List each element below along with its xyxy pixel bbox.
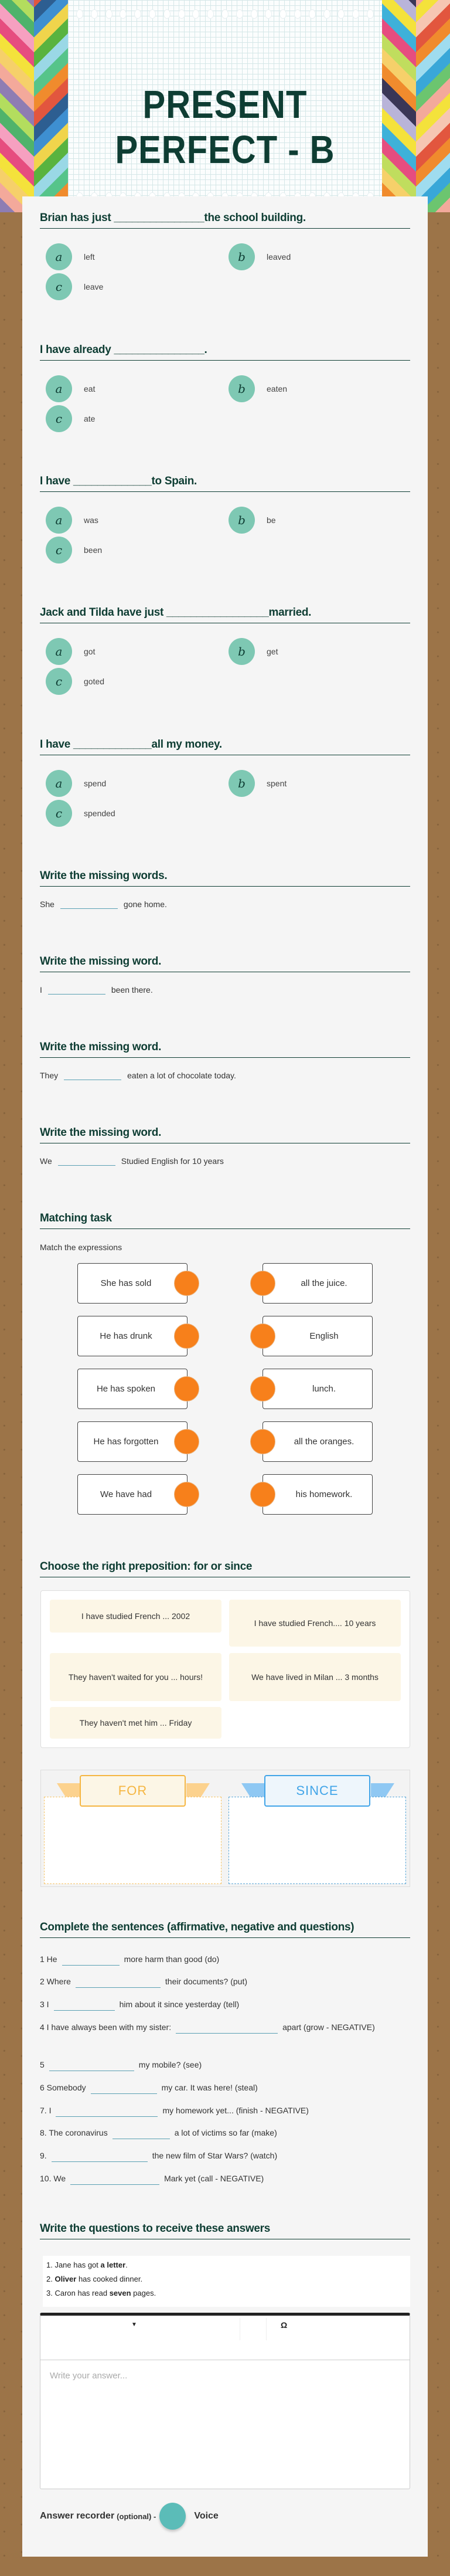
sentence-blank-input[interactable]	[112, 2126, 170, 2139]
option-label: spend	[84, 779, 107, 788]
hole-icon	[178, 9, 185, 19]
draggable-chip[interactable]: I have studied French ... 2002	[50, 1600, 221, 1633]
sentence-start: 7. I	[40, 2106, 52, 2115]
answer-list-item	[46, 2272, 407, 2286]
sentence-end: Studied English for 10 years	[121, 1156, 224, 1166]
option-letter-badge: a	[46, 638, 72, 665]
option-letter-badge: b	[229, 507, 255, 534]
option-label: left	[84, 252, 95, 262]
answer-option-a[interactable]	[46, 507, 98, 534]
option-label: leave	[84, 282, 104, 291]
record-button[interactable]	[159, 2503, 186, 2530]
special-characters-icon[interactable]: Ω	[281, 2320, 288, 2330]
fill-in-sentence	[40, 896, 167, 909]
question-title: Jack and Tilda have just _________________married.	[40, 606, 410, 623]
hole-icon	[105, 9, 112, 19]
graph-paper	[68, 0, 382, 212]
draggable-chip[interactable]: I have studied French.... 10 years	[229, 1600, 401, 1647]
question-title: Matching task	[40, 1212, 410, 1229]
hole-icon	[163, 9, 171, 19]
option-letter-badge: a	[46, 243, 72, 270]
sentence-blank-input[interactable]	[52, 2149, 148, 2162]
match-left-item[interactable]: He has drunk	[77, 1316, 188, 1356]
sentence-end: gone home.	[123, 900, 167, 909]
sentence-start: She	[40, 900, 54, 909]
hole-icon	[192, 9, 199, 19]
option-letter-badge: a	[46, 770, 72, 797]
item-text: 3. Caron has read	[46, 2289, 110, 2297]
category-boxes	[40, 1770, 410, 1887]
recorder-label: Answer recorder	[40, 2511, 115, 2521]
sentence-end: apart (grow - NEGATIVE)	[282, 2022, 375, 2032]
question-title: Complete the sentences (affirmative, negative and questions)	[40, 1921, 410, 1938]
sentence-end: a lot of victims so far (make)	[174, 2128, 277, 2137]
option-letter-badge: c	[46, 537, 72, 564]
sentence-start: 6 Somebody	[40, 2083, 86, 2092]
answer-option-c[interactable]	[46, 405, 95, 432]
answer-option-a[interactable]	[46, 770, 106, 797]
option-label: spent	[267, 779, 287, 788]
answer-option-c[interactable]	[46, 668, 104, 695]
fill-in-sentence	[40, 1067, 236, 1080]
match-right-item[interactable]: his homework.	[262, 1474, 373, 1515]
missing-word-input[interactable]	[48, 982, 105, 995]
sentence-start: They	[40, 1071, 59, 1080]
sentence-end: the new film of Star Wars? (watch)	[152, 2151, 278, 2160]
question-title: I have _____________to Spain.	[40, 475, 410, 492]
notebook-holes	[76, 9, 374, 19]
hole-icon	[309, 9, 316, 19]
voice-label: Voice	[194, 2511, 219, 2521]
sentence-start: 1 He	[40, 1954, 57, 1964]
answer-option-a[interactable]	[46, 243, 95, 270]
match-connector-handle[interactable]	[250, 1271, 275, 1296]
fill-in-sentence	[40, 982, 153, 995]
sentence-end: my mobile? (see)	[138, 2060, 202, 2069]
draggable-chip[interactable]: They haven't met him ... Friday	[50, 1707, 221, 1739]
option-label: got	[84, 647, 96, 656]
match-right-item[interactable]: all the oranges.	[262, 1421, 373, 1462]
option-label: leaved	[267, 252, 291, 262]
sentence-end: him about it since yesterday (tell)	[119, 2000, 240, 2009]
sentence-start: We	[40, 1156, 52, 1166]
answer-option-b[interactable]	[229, 638, 278, 665]
hole-icon	[265, 9, 272, 19]
option-letter-badge: c	[46, 273, 72, 300]
matching-instruction: Match the expressions	[40, 1243, 122, 1252]
sentence-start: 5	[40, 2060, 45, 2069]
answer-option-a[interactable]	[46, 638, 95, 665]
match-left-item[interactable]: He has forgotten	[77, 1421, 188, 1462]
sentence-item	[40, 2104, 410, 2117]
answers-list	[43, 2256, 410, 2307]
option-letter-badge: b	[229, 770, 255, 797]
sentence-start: I	[40, 985, 42, 995]
drop-zone-since[interactable]	[229, 1797, 406, 1884]
match-connector-handle[interactable]	[174, 1429, 199, 1454]
match-right-item[interactable]: all the juice.	[262, 1263, 373, 1304]
missing-word-input[interactable]	[58, 1153, 115, 1166]
sentence-start: 9.	[40, 2151, 47, 2160]
answer-option-b[interactable]	[229, 770, 287, 797]
match-connector-handle[interactable]	[250, 1482, 275, 1507]
answer-option-c[interactable]	[46, 273, 103, 300]
match-connector-handle[interactable]	[250, 1429, 275, 1454]
missing-word-input[interactable]	[64, 1067, 121, 1080]
option-letter-badge: b	[229, 638, 255, 665]
sentence-end: my car. It was here! (steal)	[161, 2083, 258, 2092]
header-banner	[0, 0, 450, 212]
match-connector-handle[interactable]	[174, 1482, 199, 1507]
option-label: get	[267, 647, 278, 656]
sentence-blank-input[interactable]	[76, 1975, 161, 1988]
sentence-item	[40, 2149, 410, 2162]
answer-editor	[40, 2313, 410, 2489]
option-label: be	[267, 515, 276, 525]
fill-in-sentence	[40, 1153, 224, 1166]
category-label-for: FOR	[80, 1775, 186, 1807]
category-label-since: SINCE	[264, 1775, 370, 1807]
recorder-optional: (optional) -	[117, 2511, 156, 2521]
question-title: I have _____________all my money.	[40, 738, 410, 755]
answer-option-c[interactable]	[46, 537, 102, 564]
section-title: Write the questions to receive these answers	[40, 2222, 410, 2239]
sentence-start: 3 I	[40, 2000, 49, 2009]
sentence-item	[40, 1953, 410, 1966]
question-title: Write the missing words.	[40, 870, 410, 887]
match-connector-handle[interactable]	[174, 1376, 199, 1401]
hole-icon	[134, 9, 141, 19]
item-text: has cooked dinner.	[76, 2275, 143, 2283]
preposition-chip-pool	[40, 1590, 410, 1748]
sentence-start: 8. The coronavirus	[40, 2128, 108, 2137]
item-text: 2.	[46, 2275, 55, 2283]
format-dropdown-caret-icon[interactable]: ▼	[131, 2322, 137, 2328]
match-connector-handle[interactable]	[174, 1323, 199, 1349]
match-left-item[interactable]: She has sold	[77, 1263, 188, 1304]
item-bold-text: Oliver	[54, 2275, 77, 2283]
option-letter-badge: c	[46, 668, 72, 695]
hole-icon	[207, 9, 214, 19]
sentence-blank-input[interactable]	[176, 2021, 278, 2034]
item-text: 1. Jane has got	[46, 2261, 101, 2269]
sentence-blank-input[interactable]	[62, 1953, 120, 1966]
sentence-blank-input[interactable]	[54, 1998, 115, 2011]
answer-option-b[interactable]	[229, 243, 291, 270]
answer-recorder	[40, 2503, 219, 2530]
option-label: eaten	[267, 384, 288, 393]
chevron-pattern-right	[382, 0, 416, 212]
sentence-start: 10. We	[40, 2174, 66, 2183]
hole-icon	[338, 9, 345, 19]
question-title: Choose the right preposition: for or since	[40, 1560, 410, 1577]
option-letter-badge: c	[46, 405, 72, 432]
hole-icon	[149, 9, 156, 19]
hole-icon	[352, 9, 359, 19]
match-left-item[interactable]: We have had	[77, 1474, 188, 1515]
sentence-item	[40, 2126, 410, 2139]
option-label: eat	[84, 384, 96, 393]
answer-textarea[interactable]	[40, 2360, 410, 2488]
question-title: Write the missing word.	[40, 1126, 410, 1143]
option-letter-badge: b	[229, 243, 255, 270]
question-title: Write the missing word.	[40, 955, 410, 972]
match-connector-handle[interactable]	[174, 1271, 199, 1296]
page-title: PRESENT PERFECT - B	[115, 83, 335, 172]
sentence-end: Mark yet (call - NEGATIVE)	[164, 2174, 264, 2183]
match-right-item[interactable]: English	[262, 1316, 373, 1356]
answer-list-item	[46, 2258, 407, 2272]
drop-zone-for[interactable]	[44, 1797, 221, 1884]
hole-icon	[76, 9, 83, 19]
draggable-chip[interactable]: They haven't waited for you ... hours!	[50, 1653, 221, 1701]
sentence-item	[40, 1975, 410, 1988]
worksheet-card	[22, 196, 428, 2557]
sentence-start: 4 I have always been with my sister:	[40, 2022, 172, 2032]
sentence-blank-input[interactable]	[49, 2058, 134, 2071]
answer-list-item	[46, 2286, 407, 2300]
sentence-end: my homework yet... (finish - NEGATIVE)	[162, 2106, 309, 2115]
sentence-start: 2 Where	[40, 1977, 71, 1986]
toolbar-divider	[266, 2318, 267, 2340]
option-label: goted	[84, 677, 105, 686]
item-text: pages.	[131, 2289, 156, 2297]
sentence-item	[40, 2021, 410, 2034]
sentence-item	[40, 2058, 410, 2071]
hole-icon	[236, 9, 243, 19]
question-title: I have already _______________.	[40, 344, 410, 361]
sentence-blank-input[interactable]	[91, 2081, 157, 2094]
editor-toolbar	[40, 2316, 410, 2360]
question-title: Write the missing word.	[40, 1041, 410, 1058]
answer-option-b[interactable]	[229, 507, 276, 534]
option-label: ate	[84, 414, 96, 423]
option-label: spended	[84, 809, 115, 818]
sentence-item	[40, 2081, 410, 2094]
hole-icon	[221, 9, 229, 19]
answer-option-a[interactable]	[46, 375, 95, 402]
option-letter-badge: a	[46, 375, 72, 402]
option-label: was	[84, 515, 98, 525]
option-letter-badge: c	[46, 800, 72, 827]
missing-word-input[interactable]	[60, 896, 118, 909]
option-letter-badge: a	[46, 507, 72, 534]
chevron-pattern-left	[34, 0, 68, 212]
hole-icon	[294, 9, 301, 19]
sentence-blank-input[interactable]	[56, 2104, 158, 2117]
option-letter-badge: b	[229, 375, 255, 402]
item-bold-text: seven	[109, 2289, 131, 2297]
sentence-item	[40, 1998, 410, 2011]
hole-icon	[323, 9, 330, 19]
hole-icon	[120, 9, 127, 19]
answer-option-b[interactable]	[229, 375, 287, 402]
hole-icon	[91, 9, 98, 19]
sentence-end: their documents? (put)	[165, 1977, 247, 1986]
item-text: .	[125, 2261, 128, 2269]
option-label: been	[84, 545, 103, 555]
chevron-pattern-right	[416, 0, 450, 212]
sentence-end: eaten a lot of chocolate today.	[127, 1071, 236, 1080]
question-title: Brian has just _______________the school building.	[40, 212, 410, 229]
match-left-item[interactable]: He has spoken	[77, 1369, 188, 1409]
chevron-pattern-left	[0, 0, 34, 212]
answer-option-c[interactable]	[46, 800, 115, 827]
sentence-end: been there.	[111, 985, 153, 995]
item-bold-text: a letter	[100, 2261, 126, 2269]
sentence-end: more harm than good (do)	[124, 1954, 220, 1964]
hole-icon	[251, 9, 258, 19]
match-right-item[interactable]: lunch.	[262, 1369, 373, 1409]
hole-icon	[279, 9, 287, 19]
draggable-chip[interactable]: We have lived in Milan ... 3 months	[229, 1653, 401, 1701]
hole-icon	[367, 9, 374, 19]
match-connector-handle[interactable]	[250, 1376, 275, 1401]
sentence-blank-input[interactable]	[70, 2172, 159, 2185]
match-connector-handle[interactable]	[250, 1323, 275, 1349]
sentence-item	[40, 2172, 410, 2185]
